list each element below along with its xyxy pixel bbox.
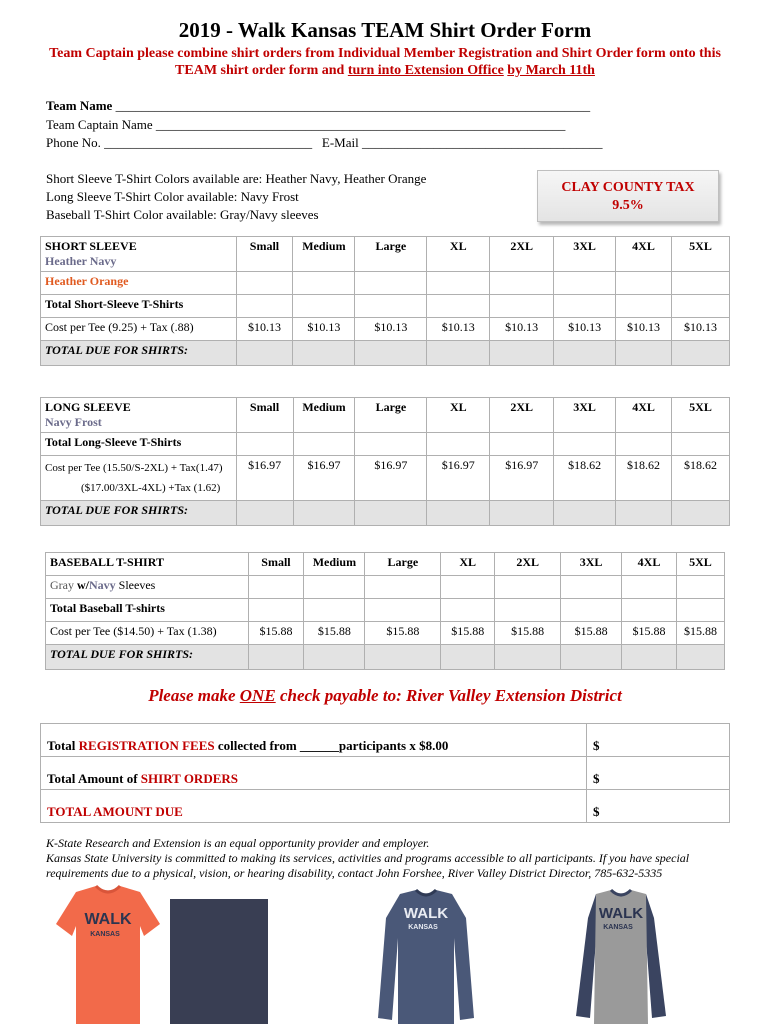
size-4xl: 4XL — [616, 398, 672, 433]
total-cell[interactable] — [676, 599, 724, 622]
long-sleeve-cost-label-2: ($17.00/3XL-4XL) +Tax (1.62) — [81, 482, 221, 494]
due-cell[interactable] — [622, 645, 677, 670]
registration-fees-label — [41, 724, 587, 757]
price-cell: $15.88 — [561, 622, 622, 645]
size-xl: XL — [427, 398, 490, 433]
qty-cell[interactable] — [554, 272, 616, 295]
phone-email-fields[interactable] — [46, 134, 602, 152]
registration-total-word: Total — [47, 738, 79, 753]
phone-line: ________________________________ — [104, 135, 313, 150]
total-cell[interactable] — [365, 599, 441, 622]
total-cell[interactable] — [671, 295, 729, 318]
qty-cell[interactable] — [427, 272, 490, 295]
color-gray: Gray — [50, 578, 74, 592]
due-cell[interactable] — [248, 645, 304, 670]
due-cell[interactable] — [616, 501, 672, 526]
table-row — [41, 456, 730, 501]
footer-line-3: requirements due to a physical, vision, or hearing disability, contact John Forshee, River Valley District Director, 785-632-5335 — [46, 866, 663, 880]
total-amount-due-label: TOTAL AMOUNT DUE — [41, 790, 587, 823]
price-cell: $15.88 — [248, 622, 304, 645]
short-sleeve-due-label: TOTAL DUE FOR SHIRTS: — [41, 341, 237, 366]
footer-line-1: K-State Research and Extension is an equal opportunity provider and employer. — [46, 836, 430, 850]
due-cell[interactable] — [427, 501, 490, 526]
qty-cell[interactable] — [236, 272, 293, 295]
price-cell: $18.62 — [554, 456, 616, 501]
table-row — [41, 724, 730, 757]
shirt-logo-walk: WALK — [403, 905, 449, 922]
size-2xl: 2XL — [490, 237, 554, 272]
team-captain-line: _______________________________________________________________ — [155, 117, 566, 132]
total-cell[interactable] — [495, 599, 561, 622]
due-cell[interactable] — [293, 501, 355, 526]
instructions-text: Team Captain please combine shirt orders from Individual Member Registration and Shirt Order form onto this TEAM shirt order form and — [49, 46, 721, 78]
qty-cell[interactable] — [616, 272, 672, 295]
total-cell[interactable] — [616, 295, 672, 318]
navy-frost-long-sleeve-image — [370, 888, 482, 1024]
long-sleeve-total-label: Total Long-Sleeve T-Shirts — [41, 433, 237, 456]
check-instruction — [0, 686, 770, 706]
registration-fees-amount[interactable]: $ — [587, 724, 730, 757]
shirt-logo-walk: WALK — [84, 911, 132, 928]
size-3xl: 3XL — [554, 237, 616, 272]
table-row — [41, 433, 730, 456]
size-large: Large — [355, 398, 427, 433]
shirt-logo-kansas: KANSAS — [408, 924, 438, 931]
table-row — [46, 553, 725, 576]
shirt-orders-amount[interactable]: $ — [587, 757, 730, 790]
total-cell[interactable] — [236, 433, 293, 456]
table-row — [41, 398, 730, 433]
price-cell: $10.13 — [554, 318, 616, 341]
size-large: Large — [365, 553, 441, 576]
short-sleeve-total-label: Total Short-Sleeve T-Shirts — [41, 295, 237, 318]
team-name-field[interactable] — [46, 97, 590, 115]
price-cell: $10.13 — [355, 318, 427, 341]
short-sleeve-cost-label: Cost per Tee (9.25) + Tax (.88) — [41, 318, 237, 341]
total-cell[interactable] — [672, 433, 730, 456]
table-row — [41, 272, 730, 295]
table-row — [41, 341, 730, 366]
shirt-orders-label — [41, 757, 587, 790]
price-cell: $15.88 — [622, 622, 677, 645]
qty-cell[interactable] — [248, 576, 304, 599]
email-label: E-Mail — [321, 135, 359, 150]
short-sleeve-table — [40, 236, 730, 366]
size-5xl: 5XL — [672, 398, 730, 433]
colors-info-short: Short Sleeve T-Shirt Colors available are: Heather Navy, Heather Orange — [46, 171, 427, 186]
due-cell[interactable] — [616, 341, 672, 366]
baseball-cost-label: Cost per Tee ($14.50) + Tax (1.38) — [46, 622, 249, 645]
long-sleeve-table — [40, 397, 730, 526]
qty-cell[interactable] — [671, 272, 729, 295]
total-cell[interactable] — [236, 295, 293, 318]
size-5xl: 5XL — [676, 553, 724, 576]
baseball-header: BASEBALL T-SHIRT — [46, 553, 249, 576]
price-cell: $16.97 — [236, 456, 293, 501]
footer-line-2: Kansas State University is committed to making its services, activities and programs accessible to all participants. If you have special — [46, 851, 690, 865]
check-text-2: check payable to: River Valley Extension District — [275, 686, 622, 705]
long-sleeve-cost-cell — [41, 456, 237, 501]
due-cell[interactable] — [671, 341, 729, 366]
qty-cell[interactable] — [676, 576, 724, 599]
colors-info — [46, 170, 426, 224]
color-sleeves: Sleeves — [115, 578, 156, 592]
price-cell: $16.97 — [355, 456, 427, 501]
total-cell[interactable] — [355, 433, 427, 456]
total-cell[interactable] — [293, 295, 355, 318]
price-cell: $10.13 — [490, 318, 554, 341]
color-navy-frost: Navy Frost — [45, 415, 102, 429]
size-2xl: 2XL — [495, 553, 561, 576]
check-text-1: Please make — [148, 686, 240, 705]
size-large: Large — [355, 237, 427, 272]
total-cell[interactable] — [248, 599, 304, 622]
registration-fees-word: REGISTRATION FEES — [78, 738, 215, 753]
due-cell[interactable] — [672, 501, 730, 526]
baseball-color-cell — [46, 576, 249, 599]
price-cell: $16.97 — [490, 456, 554, 501]
due-cell[interactable] — [236, 501, 293, 526]
price-cell: $16.97 — [293, 456, 355, 501]
due-cell[interactable] — [236, 341, 293, 366]
shirt-logo-kansas: KANSAS — [90, 931, 120, 938]
due-cell[interactable] — [427, 341, 490, 366]
qty-cell[interactable] — [495, 576, 561, 599]
instructions — [40, 45, 730, 79]
qty-cell[interactable] — [490, 272, 554, 295]
total-cell[interactable] — [622, 599, 677, 622]
table-row — [46, 622, 725, 645]
size-4xl: 4XL — [616, 237, 672, 272]
size-xl: XL — [427, 237, 490, 272]
shirt-logo-kansas: KANSAS — [603, 924, 633, 931]
table-row — [41, 501, 730, 526]
size-medium: Medium — [293, 237, 355, 272]
total-cell[interactable] — [554, 433, 616, 456]
qty-cell[interactable] — [355, 272, 427, 295]
due-cell[interactable] — [365, 645, 441, 670]
size-4xl: 4XL — [622, 553, 677, 576]
due-cell[interactable] — [293, 341, 355, 366]
shirt-orders-highlight: SHIRT ORDERS — [140, 771, 238, 786]
colors-info-long: Long Sleeve T-Shirt Color available: Navy Frost — [46, 189, 299, 204]
size-5xl: 5XL — [671, 237, 729, 272]
due-cell[interactable] — [561, 645, 622, 670]
gray-navy-baseball-shirt-image — [566, 888, 676, 1024]
price-cell: $10.13 — [671, 318, 729, 341]
price-cell: $15.88 — [365, 622, 441, 645]
long-sleeve-header-cell — [41, 398, 237, 433]
price-cell: $16.97 — [427, 456, 490, 501]
due-cell[interactable] — [304, 645, 365, 670]
price-cell: $10.13 — [427, 318, 490, 341]
size-small: Small — [236, 237, 293, 272]
total-cell[interactable] — [561, 599, 622, 622]
team-captain-field[interactable] — [46, 116, 565, 134]
color-with: w/ — [74, 578, 89, 592]
size-3xl: 3XL — [554, 398, 616, 433]
total-cell[interactable] — [427, 433, 490, 456]
price-cell: $10.13 — [293, 318, 355, 341]
qty-cell[interactable] — [293, 272, 355, 295]
table-row — [41, 757, 730, 790]
page-title: 2019 - Walk Kansas TEAM Shirt Order Form — [178, 18, 592, 42]
qty-cell[interactable] — [304, 576, 365, 599]
long-sleeve-header: LONG SLEEVE — [45, 400, 131, 414]
total-cell[interactable] — [304, 599, 365, 622]
due-cell[interactable] — [490, 341, 554, 366]
price-cell: $15.88 — [676, 622, 724, 645]
qty-cell[interactable] — [441, 576, 495, 599]
shirt-orders-word: Total Amount of — [47, 771, 141, 786]
qty-cell[interactable] — [561, 576, 622, 599]
table-row — [41, 295, 730, 318]
color-heather-orange: Heather Orange — [41, 272, 237, 295]
due-cell[interactable] — [554, 341, 616, 366]
price-cell: $18.62 — [672, 456, 730, 501]
table-row — [46, 576, 725, 599]
size-medium: Medium — [293, 398, 355, 433]
qty-cell[interactable] — [365, 576, 441, 599]
email-line: _____________________________________ — [361, 135, 603, 150]
total-cell[interactable] — [490, 295, 554, 318]
total-cell[interactable] — [441, 599, 495, 622]
total-cell[interactable] — [490, 433, 554, 456]
due-cell[interactable] — [676, 645, 724, 670]
total-cell[interactable] — [616, 433, 672, 456]
check-one: ONE — [239, 686, 276, 705]
size-xl: XL — [441, 553, 495, 576]
price-cell: $18.62 — [616, 456, 672, 501]
navy-swatch-image — [170, 899, 268, 1024]
size-medium: Medium — [304, 553, 365, 576]
color-navy: Navy — [89, 578, 116, 592]
size-2xl: 2XL — [490, 398, 554, 433]
phone-label: Phone No. — [46, 135, 101, 150]
price-cell: $15.88 — [304, 622, 365, 645]
instructions-deadline: by March 11th — [507, 63, 595, 78]
summary-table — [40, 723, 730, 823]
shirt-logo-walk: WALK — [598, 905, 644, 922]
long-sleeve-due-label: TOTAL DUE FOR SHIRTS: — [41, 501, 237, 526]
colors-info-baseball: Baseball T-Shirt Color available: Gray/Navy sleeves — [46, 207, 319, 222]
due-cell[interactable] — [355, 501, 427, 526]
total-amount-due-amount[interactable]: $ — [587, 790, 730, 823]
total-cell[interactable] — [355, 295, 427, 318]
short-sleeve-header: SHORT SLEEVE — [45, 239, 137, 253]
table-row — [46, 645, 725, 670]
short-sleeve-header-cell — [41, 237, 237, 272]
instructions-office: turn into Extension Office — [347, 63, 504, 78]
baseball-table — [45, 552, 725, 670]
price-cell: $15.88 — [441, 622, 495, 645]
total-cell[interactable] — [427, 295, 490, 318]
table-row — [46, 599, 725, 622]
color-heather-navy: Heather Navy — [45, 254, 117, 268]
footer-disclaimer — [46, 836, 689, 881]
size-small: Small — [236, 398, 293, 433]
baseball-total-label: Total Baseball T-shirts — [46, 599, 249, 622]
qty-cell[interactable] — [622, 576, 677, 599]
table-row — [41, 790, 730, 823]
registration-fees-rest: collected from ______participants x $8.00 — [214, 738, 449, 753]
table-row — [41, 318, 730, 341]
team-captain-label: Team Captain Name — [46, 117, 153, 132]
total-cell[interactable] — [554, 295, 616, 318]
size-3xl: 3XL — [561, 553, 622, 576]
due-cell[interactable] — [355, 341, 427, 366]
tax-box — [537, 170, 719, 222]
due-cell[interactable] — [441, 645, 495, 670]
size-small: Small — [248, 553, 304, 576]
orange-shirt-image — [48, 884, 168, 1024]
team-name-label: Team Name — [46, 98, 113, 113]
long-sleeve-cost-label: Cost per Tee (15.50/S-2XL) + Tax(1.47) — [45, 462, 223, 474]
due-cell[interactable] — [495, 645, 561, 670]
due-cell[interactable] — [490, 501, 554, 526]
total-cell[interactable] — [293, 433, 355, 456]
tax-label: CLAY COUNTY TAX — [561, 180, 695, 195]
table-row — [41, 237, 730, 272]
price-cell: $10.13 — [236, 318, 293, 341]
team-name-line: _________________________________________________________________________ — [115, 98, 591, 113]
due-cell[interactable] — [554, 501, 616, 526]
price-cell: $10.13 — [616, 318, 672, 341]
tax-rate: 9.5% — [612, 198, 644, 213]
baseball-due-label: TOTAL DUE FOR SHIRTS: — [46, 645, 249, 670]
price-cell: $15.88 — [495, 622, 561, 645]
